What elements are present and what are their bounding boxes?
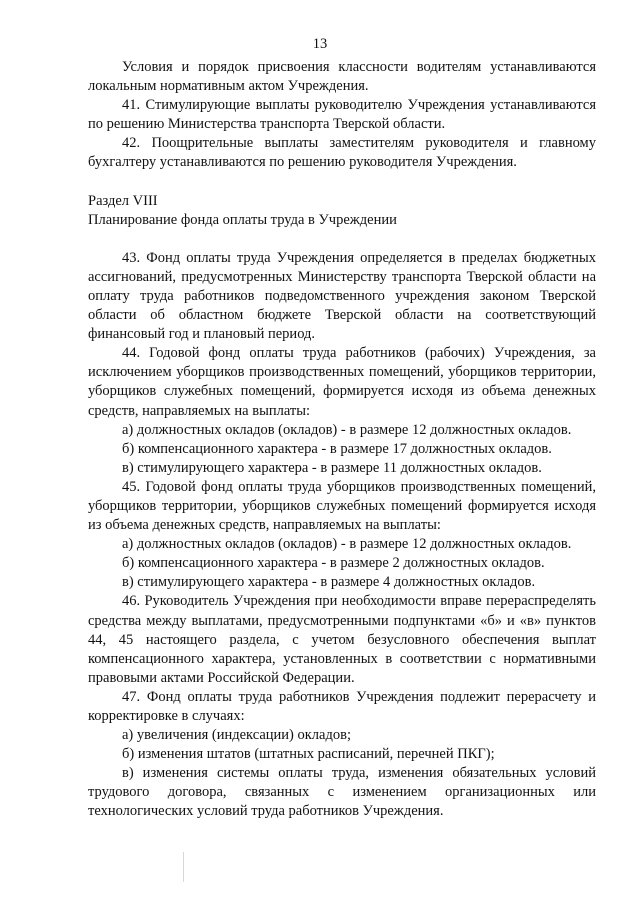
paragraph-classification: Условия и порядок присвоения классности водителям устанавливаются локальным нормативным актом Учреждения. xyxy=(88,59,596,95)
paragraph-45: 45. Годовой фонд оплаты труда уборщиков производственных помещений, уборщиков территории, уборщиков служебных помещений формируется исходя из объема денежных средств, направляемых на выплаты: xyxy=(88,478,596,534)
page-number: 13 xyxy=(312,36,328,52)
paragraph-44-b: б) компенсационного характера - в размере 17 должностных окладов. xyxy=(122,440,552,457)
paragraph-47: 47. Фонд оплаты труда работников Учреждения подлежит перерасчету и корректировке в случаях: xyxy=(88,688,596,724)
paragraph-46: 46. Руководитель Учреждения при необходимости вправе перераспределять средства между выплатами, предусмотренными подпунктами «б» и «в» пунктов 44, 45 настоящего раздела, с учетом безусловного обеспечения выплат компенсационного характера, установленных в соответствии с нормативными правовыми актами Российской Федерации. xyxy=(88,593,596,686)
scan-artifact-line xyxy=(183,852,184,882)
paragraph-45-b: б) компенсационного характера - в размере 2 должностных окладов. xyxy=(122,555,545,572)
paragraph-45-v: в) стимулирующего характера - в размере 4 должностных окладов. xyxy=(122,574,536,591)
paragraph-44: 44. Годовой фонд оплаты труда работников (рабочих) Учреждения, за исключением уборщиков производственных помещений, уборщиков территории, уборщиков служебных помещений, формируется исходя из объема денежных средств, направляемых на выплаты: xyxy=(88,345,596,419)
document-body xyxy=(88,58,596,822)
paragraph-44-a: а) должностных окладов (окладов) - в размере 12 должностных окладов. xyxy=(122,421,572,438)
paragraph-43: 43. Фонд оплаты труда Учреждения определяется в пределах бюджетных ассигнований, предусмотренных Министерству транспорта Тверской области на оплату труда работников подведомственного учреждения законом Тверской области об областном бюджете Тверской области на соответствующий финансовый год и плановый период. xyxy=(88,249,596,343)
paragraph-41: 41. Стимулирующие выплаты руководителю Учреждения устанавливаются по решению Министерства транспорта Тверской области. xyxy=(88,97,596,133)
paragraph-42: 42. Поощрительные выплаты заместителям руководителя и главному бухгалтеру устанавливаются по решению руководителя Учреждения. xyxy=(88,135,596,171)
paragraph-47-b: б) изменения штатов (штатных расписаний, перечней ПКГ); xyxy=(122,746,495,763)
section-title: Планирование фонда оплаты труда в Учреждении xyxy=(88,211,397,228)
paragraph-45-a: а) должностных окладов (окладов) - в размере 12 должностных окладов. xyxy=(122,536,572,553)
paragraph-44-v: в) стимулирующего характера - в размере 11 должностных окладов. xyxy=(122,459,542,476)
section-number: Раздел VIII xyxy=(88,192,158,209)
paragraph-47-v: в) изменения системы оплаты труда, изменения обязательных условий трудового договора, связанных с изменением организационных или технологических условий труда работников Учреждения. xyxy=(88,765,596,820)
paragraph-47-a: а) увеличения (индексации) окладов; xyxy=(122,727,351,744)
section-spacer xyxy=(88,230,596,249)
